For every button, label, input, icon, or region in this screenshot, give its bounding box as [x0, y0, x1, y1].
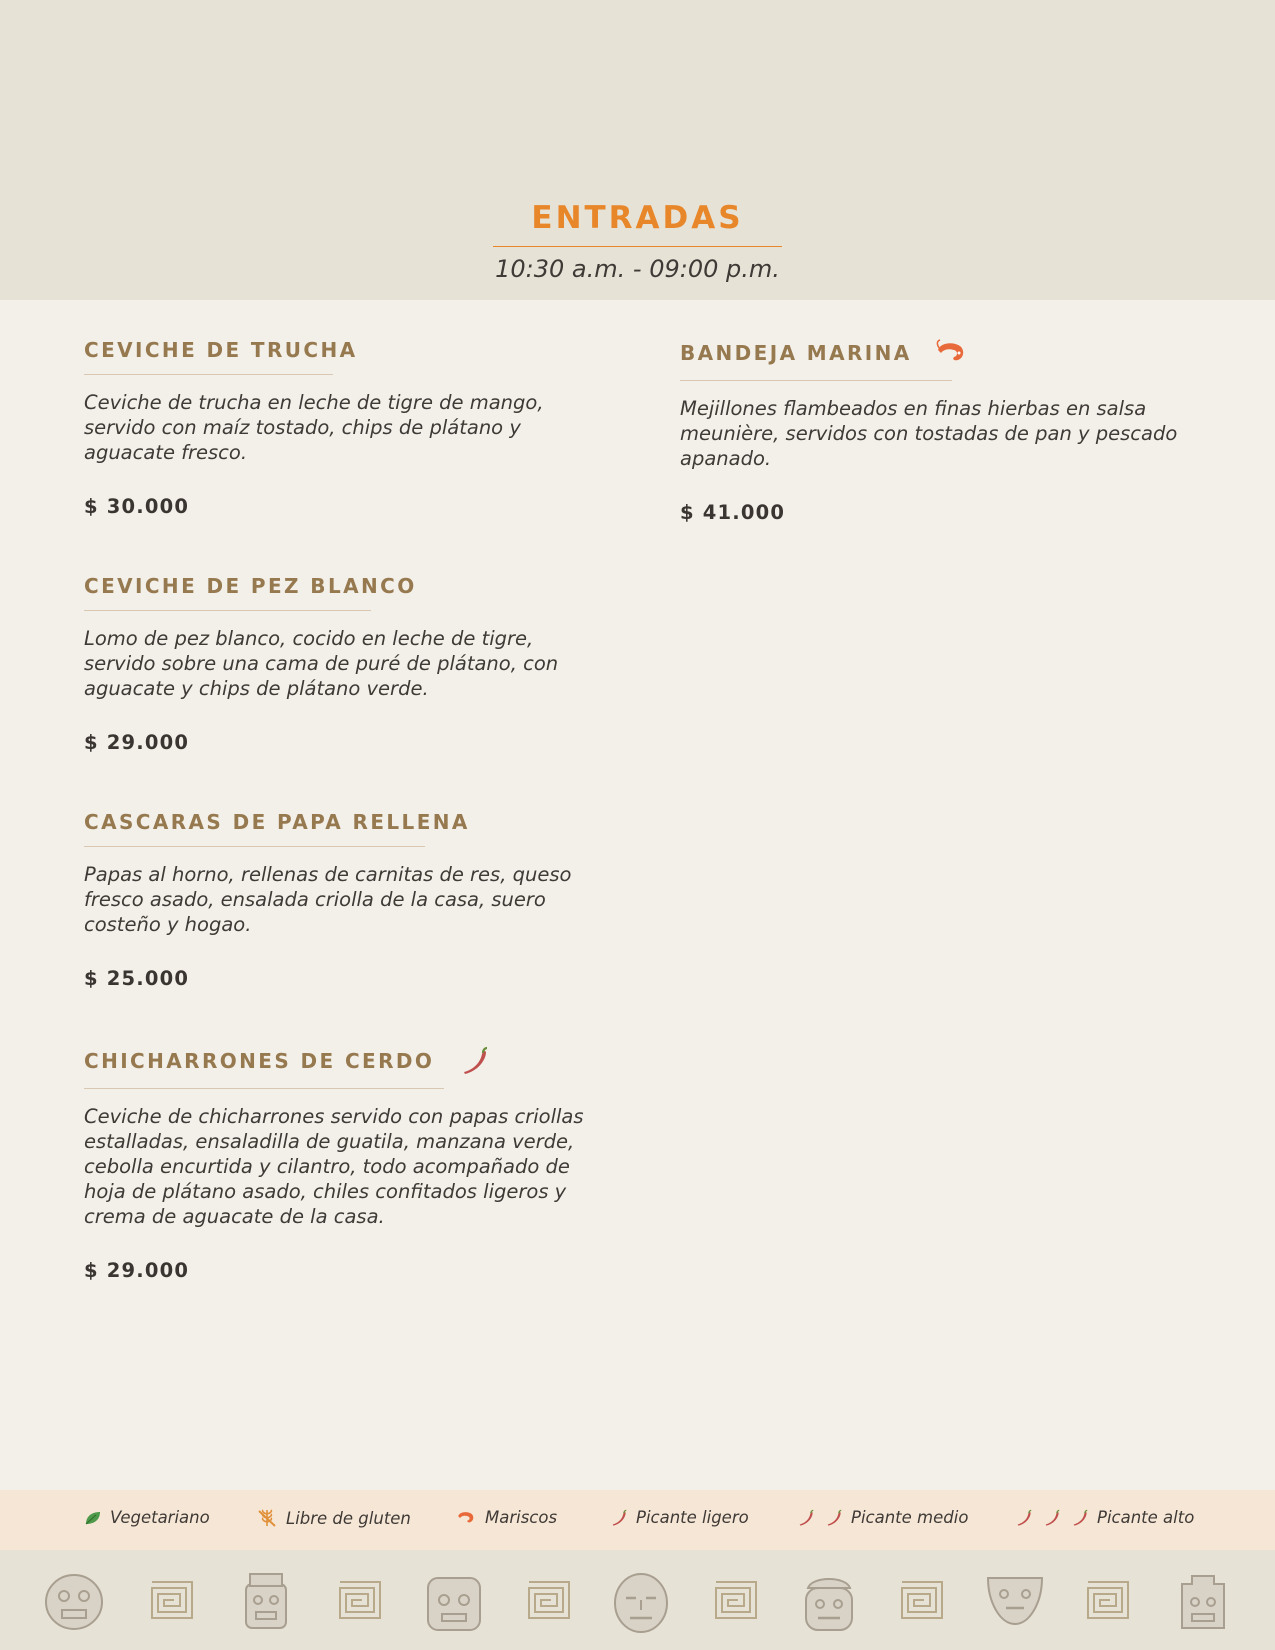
item-price: $ 30.000 — [84, 495, 190, 518]
item-name: CHICHARRONES DE CERDO — [84, 1049, 435, 1073]
chili-icon — [608, 1509, 628, 1527]
item-description: Papas al horno, rellenas de carnitas de res, queso fresco asado, ensalada criolla de la casa, suero costeño y hogao. — [84, 863, 572, 936]
spiral-icon — [900, 1580, 944, 1620]
no-gluten-icon — [256, 1508, 278, 1528]
title-divider — [493, 246, 782, 247]
item-description: Lomo de pez blanco, cocido en leche de tigre, servido sobre una cama de puré de plátano, con aguacate y chips de plátano verde. — [84, 627, 559, 700]
mask-icon — [236, 1572, 296, 1634]
menu-column-left — [84, 338, 584, 1338]
item-divider — [84, 846, 425, 847]
legend-label: Picante alto — [1097, 1508, 1195, 1527]
legend-hot-spicy — [1013, 1508, 1194, 1527]
item-name: CEVICHE DE PEZ BLANCO — [84, 574, 417, 598]
menu-item — [84, 574, 584, 754]
item-divider — [680, 380, 952, 381]
legend-label: Libre de gluten — [286, 1508, 411, 1528]
shrimp-icon — [455, 1509, 477, 1527]
chili-icon — [1013, 1509, 1033, 1527]
mask-icon — [612, 1572, 670, 1634]
chili-icon — [795, 1509, 815, 1527]
spiral-icon — [338, 1580, 382, 1620]
chili-icon — [1069, 1509, 1089, 1527]
menu-item — [84, 810, 584, 990]
item-price: $ 29.000 — [84, 1259, 190, 1282]
spiral-icon — [714, 1580, 758, 1620]
legend-label: Picante medio — [851, 1508, 969, 1527]
item-divider — [84, 374, 333, 375]
mask-icon — [1172, 1572, 1234, 1634]
item-price: $ 29.000 — [84, 731, 190, 754]
service-hours: 10:30 a.m. - 09:00 p.m. — [495, 255, 780, 283]
dietary-legend — [0, 1490, 1275, 1550]
legend-label: Mariscos — [485, 1508, 558, 1527]
legend-mild-spicy — [608, 1508, 749, 1527]
legend-vegetarian — [84, 1508, 210, 1527]
mask-icon — [422, 1572, 486, 1634]
chili-icon — [1041, 1509, 1061, 1527]
leaf-icon — [84, 1510, 102, 1526]
item-price: $ 25.000 — [84, 967, 190, 990]
footer-pattern — [0, 1550, 1275, 1650]
item-description: Ceviche de trucha en leche de tigre de mango, servido con maíz tostado, chips de plátano y aguacate fresco. — [84, 391, 544, 464]
item-name: CEVICHE DE TRUCHA — [84, 338, 358, 362]
item-divider — [84, 1088, 444, 1089]
menu-item — [680, 338, 1180, 524]
chili-icon — [456, 1046, 490, 1076]
legend-gluten-free — [256, 1508, 411, 1528]
item-divider — [84, 610, 371, 611]
menu-item — [84, 1046, 584, 1282]
legend-label: Picante ligero — [636, 1508, 749, 1527]
spiral-icon — [1086, 1580, 1130, 1620]
section-title: ENTRADAS — [531, 200, 744, 236]
item-name: CASCARAS DE PAPA RELLENA — [84, 810, 470, 834]
mask-icon — [42, 1572, 106, 1632]
menu-column-right — [680, 338, 1180, 580]
legend-label: Vegetariano — [110, 1508, 210, 1527]
mask-icon — [800, 1572, 858, 1634]
spiral-icon — [527, 1580, 571, 1620]
item-name: BANDEJA MARINA — [680, 341, 912, 365]
legend-seafood — [455, 1508, 557, 1527]
item-price: $ 41.000 — [680, 501, 786, 524]
legend-medium-spicy — [795, 1508, 968, 1527]
spiral-icon — [150, 1580, 194, 1620]
shrimp-icon — [934, 338, 968, 368]
item-description: Mejillones flambeados en finas hierbas en salsa meunière, servidos con tostadas de pan y pescado apanado. — [680, 397, 1178, 470]
mask-icon — [984, 1572, 1046, 1628]
menu-item — [84, 338, 584, 518]
item-description: Ceviche de chicharrones servido con papas criollas estalladas, ensaladilla de guatila, manzana verde, cebolla encurtida y cilantro, todo acompañado de hoja de plátano asado, chiles confitados ligeros y crema de aguacate de la casa. — [84, 1105, 584, 1228]
chili-icon — [823, 1509, 843, 1527]
